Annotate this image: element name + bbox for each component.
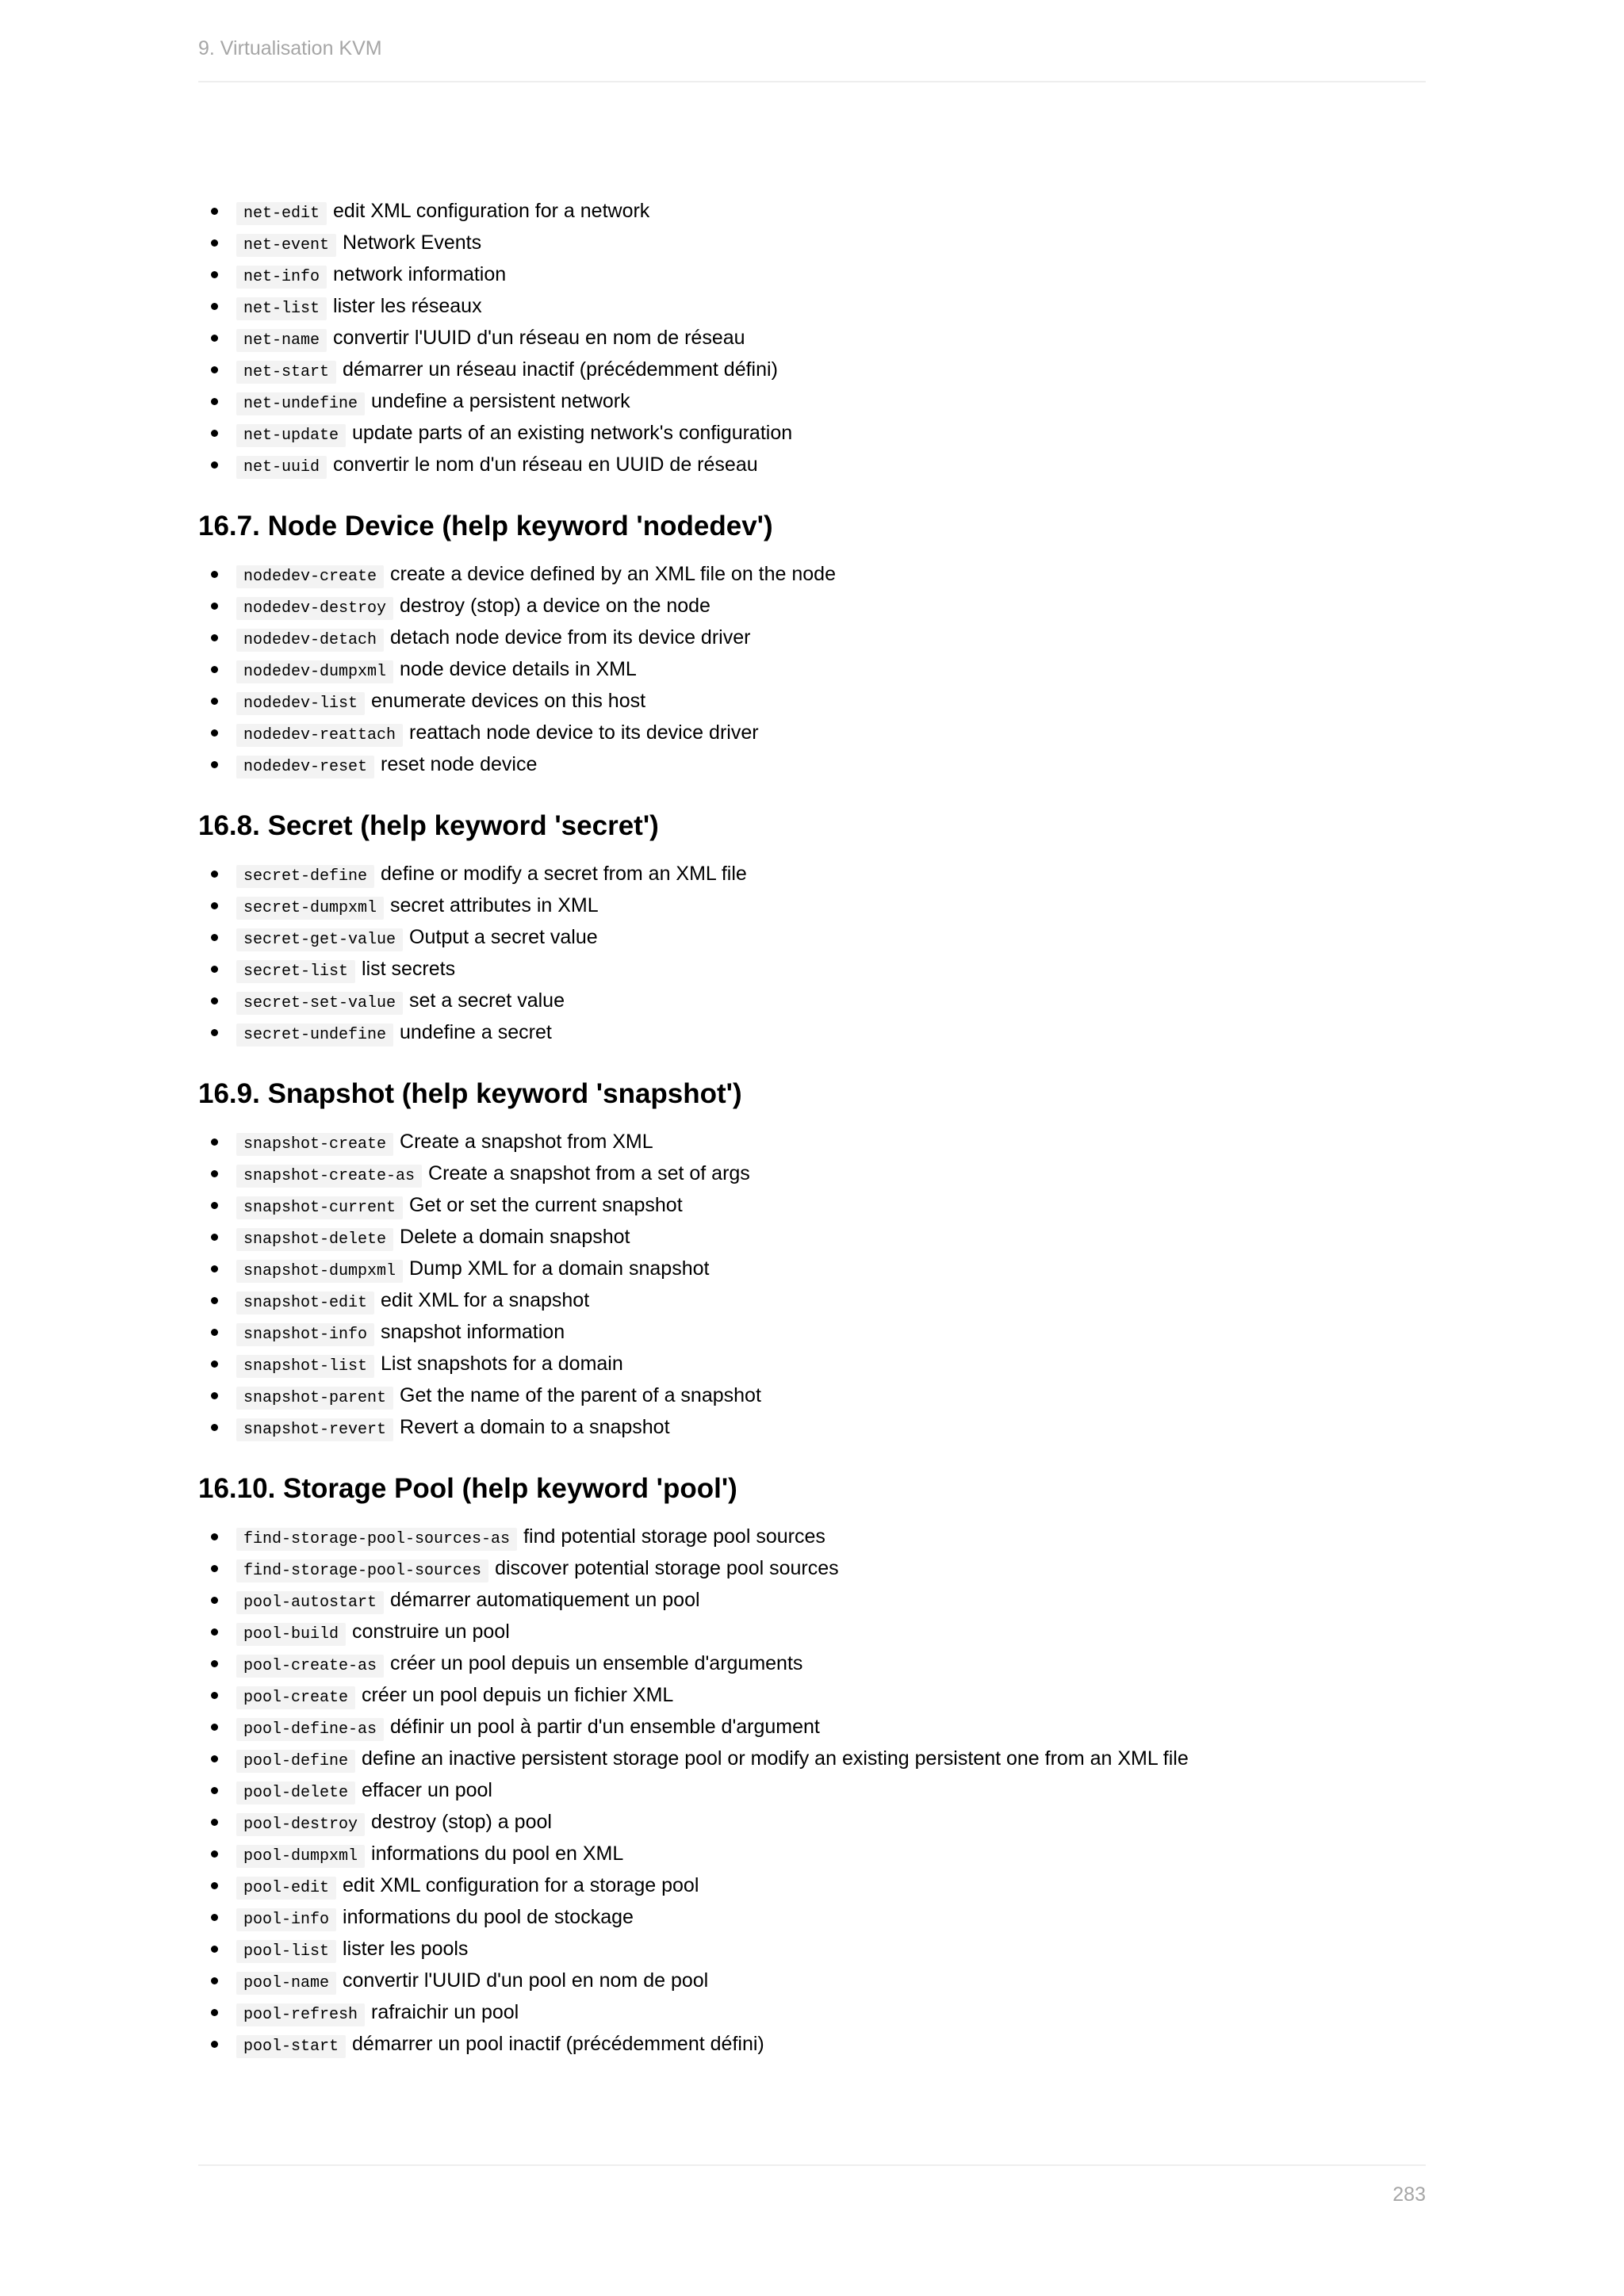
command-name: net-uuid — [236, 456, 327, 479]
command-description: edit XML configuration for a network — [333, 200, 650, 222]
command-name: snapshot-parent — [236, 1387, 393, 1410]
list-item — [198, 685, 1426, 717]
command-description: rafraichir un pool — [371, 2001, 519, 2023]
list-item — [198, 748, 1426, 780]
command-name: pool-autostart — [236, 1591, 384, 1614]
command-name: nodedev-reset — [236, 756, 374, 779]
command-name: secret-list — [236, 960, 355, 983]
command-description: edit XML for a snapshot — [381, 1289, 590, 1311]
command-name: pool-destroy — [236, 1813, 365, 1836]
list-item — [198, 258, 1426, 290]
command-name: nodedev-detach — [236, 629, 384, 652]
list-item — [198, 1284, 1426, 1316]
command-description: lister les réseaux — [333, 295, 482, 317]
command-name: pool-create — [236, 1686, 355, 1709]
command-name: find-storage-pool-sources — [236, 1559, 488, 1582]
list-item — [198, 653, 1426, 685]
section-heading: 16.10. Storage Pool (help keyword 'pool') — [198, 1473, 737, 1504]
list-item — [198, 717, 1426, 748]
list-item — [198, 1774, 1426, 1806]
command-description: Revert a domain to a snapshot — [400, 1416, 670, 1438]
page-number: 283 — [1392, 2183, 1426, 2206]
command-description: démarrer un réseau inactif (précédemment défini) — [343, 358, 778, 381]
command-name: pool-delete — [236, 1781, 355, 1804]
list-item — [198, 921, 1426, 953]
command-name: net-list — [236, 297, 327, 320]
command-name: pool-build — [236, 1623, 346, 1646]
list-item — [198, 1521, 1426, 1552]
command-name: snapshot-revert — [236, 1418, 393, 1441]
command-name: pool-create-as — [236, 1655, 384, 1678]
command-description: convertir l'UUID d'un pool en nom de pool — [343, 1969, 709, 1992]
command-description: reset node device — [381, 753, 538, 775]
command-name: snapshot-list — [236, 1355, 374, 1378]
page-footer — [198, 2164, 1426, 2206]
command-description: Dump XML for a domain snapshot — [409, 1257, 710, 1280]
command-description: Network Events — [343, 232, 482, 254]
command-description: définir un pool à partir d'un ensemble d'argument — [390, 1716, 820, 1738]
section — [198, 1073, 1426, 1443]
command-description: node device details in XML — [400, 658, 637, 680]
command-description: créer un pool depuis un fichier XML — [362, 1684, 674, 1706]
command-name: net-info — [236, 266, 327, 289]
command-description: network information — [333, 263, 507, 285]
command-description: lister les pools — [343, 1938, 469, 1960]
command-description: discover potential storage pool sources — [495, 1557, 839, 1579]
list-item — [198, 1348, 1426, 1380]
list-item — [198, 1253, 1426, 1284]
command-name: pool-refresh — [236, 2003, 365, 2026]
list-item — [198, 953, 1426, 985]
list-item — [198, 1965, 1426, 1996]
list-item — [198, 1996, 1426, 2028]
list-item — [198, 1647, 1426, 1679]
list-item — [198, 227, 1426, 258]
command-name: net-start — [236, 361, 336, 384]
command-description: convertir le nom d'un réseau en UUID de réseau — [333, 453, 758, 476]
command-description: create a device defined by an XML file on the node — [390, 563, 836, 585]
section-heading: 16.9. Snapshot (help keyword 'snapshot') — [198, 1078, 742, 1109]
command-list — [198, 858, 1426, 1048]
command-description: edit XML configuration for a storage pool — [343, 1874, 699, 1896]
command-description: destroy (stop) a device on the node — [400, 595, 710, 617]
list-item — [198, 1869, 1426, 1901]
command-description: undefine a secret — [400, 1021, 552, 1043]
list-item — [198, 449, 1426, 480]
command-name: snapshot-create-as — [236, 1165, 422, 1188]
command-description: undefine a persistent network — [371, 390, 630, 412]
command-name: snapshot-create — [236, 1133, 393, 1156]
command-list — [198, 558, 1426, 780]
command-name: snapshot-edit — [236, 1292, 374, 1314]
command-name: secret-undefine — [236, 1024, 393, 1047]
page-content — [198, 195, 1426, 2085]
list-item — [198, 1221, 1426, 1253]
command-description: set a secret value — [409, 989, 565, 1012]
list-item — [198, 1838, 1426, 1869]
command-description: secret attributes in XML — [390, 894, 599, 916]
command-description: convertir l'UUID d'un réseau en nom de réseau — [333, 327, 745, 349]
command-name: nodedev-list — [236, 692, 365, 715]
command-name: pool-start — [236, 2035, 346, 2058]
list-item — [198, 558, 1426, 590]
list-item — [198, 1679, 1426, 1711]
command-description: define an inactive persistent storage pool or modify an existing persistent one from an XML file — [362, 1747, 1189, 1770]
list-item — [198, 1189, 1426, 1221]
page-header — [198, 35, 1426, 82]
list-item — [198, 322, 1426, 354]
list-item — [198, 195, 1426, 227]
command-description: Create a snapshot from a set of args — [428, 1162, 750, 1184]
command-name: net-event — [236, 234, 336, 257]
command-name: snapshot-delete — [236, 1228, 393, 1251]
list-item — [198, 1016, 1426, 1048]
command-name: nodedev-dumpxml — [236, 660, 393, 683]
command-name: nodedev-create — [236, 565, 384, 588]
command-description: démarrer automatiquement un pool — [390, 1589, 700, 1611]
command-description: Get or set the current snapshot — [409, 1194, 683, 1216]
command-name: pool-list — [236, 1940, 336, 1963]
list-item — [198, 1380, 1426, 1411]
command-description: informations du pool en XML — [371, 1843, 624, 1865]
section-heading: 16.8. Secret (help keyword 'secret') — [198, 810, 659, 841]
list-item — [198, 1933, 1426, 1965]
list-item — [198, 1158, 1426, 1189]
list-item — [198, 622, 1426, 653]
command-name: pool-name — [236, 1972, 336, 1995]
list-item — [198, 1711, 1426, 1743]
command-description: update parts of an existing network's configuration — [352, 422, 793, 444]
command-name: snapshot-dumpxml — [236, 1260, 403, 1283]
list-item — [198, 2028, 1426, 2060]
command-description: snapshot information — [381, 1321, 565, 1343]
command-description: find potential storage pool sources — [523, 1525, 825, 1548]
command-description: list secrets — [362, 958, 456, 980]
command-description: define or modify a secret from an XML file — [381, 863, 747, 885]
section — [198, 1468, 1426, 2060]
command-name: nodedev-destroy — [236, 597, 393, 620]
command-name: net-update — [236, 424, 346, 447]
list-item — [198, 1126, 1426, 1158]
list-item — [198, 290, 1426, 322]
command-description: Get the name of the parent of a snapshot — [400, 1384, 761, 1406]
list-item — [198, 417, 1426, 449]
list-item — [198, 1316, 1426, 1348]
command-name: pool-define — [236, 1750, 355, 1773]
command-name: nodedev-reattach — [236, 724, 403, 747]
command-name: pool-define-as — [236, 1718, 384, 1741]
list-item — [198, 590, 1426, 622]
command-description: Create a snapshot from XML — [400, 1131, 653, 1153]
command-description: démarrer un pool inactif (précédemment défini) — [352, 2033, 764, 2055]
list-item — [198, 1552, 1426, 1584]
command-name: pool-info — [236, 1908, 336, 1931]
command-name: find-storage-pool-sources-as — [236, 1528, 517, 1551]
command-name: secret-get-value — [236, 928, 403, 951]
list-item — [198, 1411, 1426, 1443]
command-list — [198, 1521, 1426, 2060]
command-name: pool-dumpxml — [236, 1845, 365, 1868]
command-description: Output a secret value — [409, 926, 598, 948]
command-name: net-undefine — [236, 392, 365, 415]
command-description: List snapshots for a domain — [381, 1353, 623, 1375]
command-description: créer un pool depuis un ensemble d'arguments — [390, 1652, 803, 1674]
command-name: net-edit — [236, 202, 327, 225]
command-description: construire un pool — [352, 1621, 510, 1643]
command-list — [198, 1126, 1426, 1443]
list-item — [198, 890, 1426, 921]
list-item — [198, 1584, 1426, 1616]
section-heading: 16.7. Node Device (help keyword 'nodedev') — [198, 511, 773, 541]
list-item — [198, 385, 1426, 417]
command-description: detach node device from its device driver — [390, 626, 751, 649]
list-item — [198, 1806, 1426, 1838]
chapter-title: 9. Virtualisation KVM — [198, 37, 382, 59]
command-name: secret-set-value — [236, 992, 403, 1015]
command-name: secret-define — [236, 865, 374, 888]
list-item — [198, 1616, 1426, 1647]
list-item — [198, 354, 1426, 385]
command-description: enumerate devices on this host — [371, 690, 646, 712]
command-description: Delete a domain snapshot — [400, 1226, 630, 1248]
command-description: effacer un pool — [362, 1779, 492, 1801]
command-description: destroy (stop) a pool — [371, 1811, 552, 1833]
list-item — [198, 1743, 1426, 1774]
sections-container — [198, 506, 1426, 2060]
list-item — [198, 985, 1426, 1016]
command-description: reattach node device to its device driver — [409, 721, 759, 744]
network-command-list — [198, 195, 1426, 480]
command-name: snapshot-info — [236, 1323, 374, 1346]
section — [198, 506, 1426, 780]
command-description: informations du pool de stockage — [343, 1906, 634, 1928]
command-name: snapshot-current — [236, 1196, 403, 1219]
list-item — [198, 858, 1426, 890]
command-name: pool-edit — [236, 1877, 336, 1900]
section — [198, 806, 1426, 1048]
command-name: secret-dumpxml — [236, 897, 384, 920]
command-name: net-name — [236, 329, 327, 352]
list-item — [198, 1901, 1426, 1933]
